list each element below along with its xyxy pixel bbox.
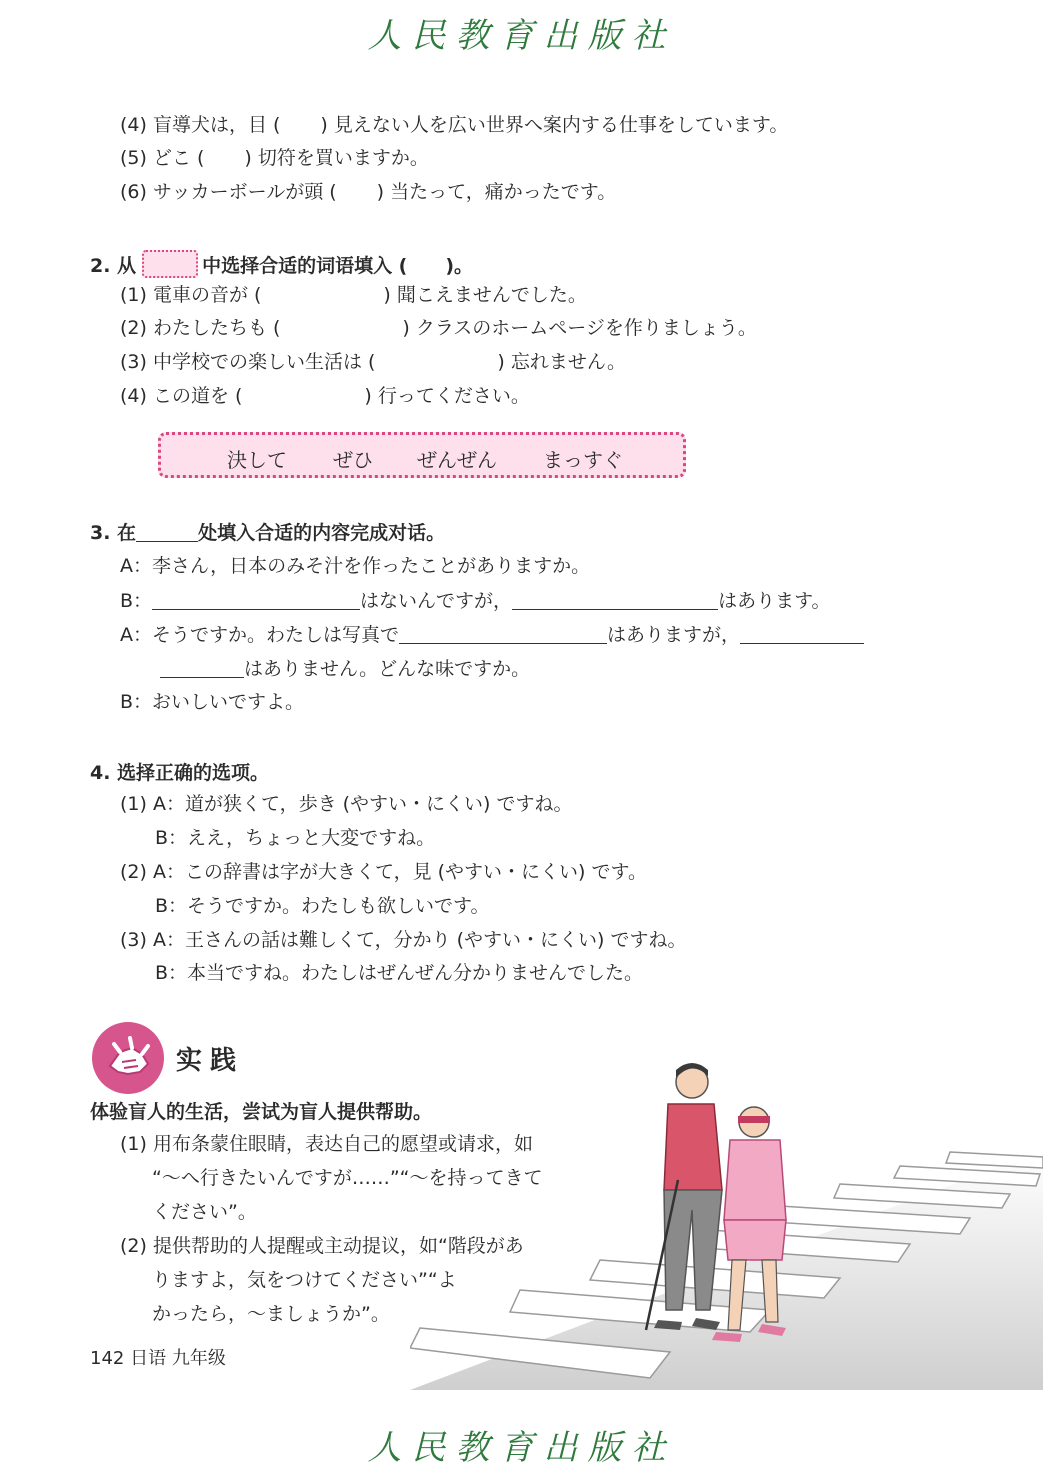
practice-line: “～へ行きたいんですが……”“～を持ってきて	[152, 1167, 543, 1189]
s3-a2-cont-text: はありません。どんな味ですか。	[244, 658, 531, 680]
s3-heading	[90, 518, 445, 545]
s4-line: B：そうですか。わたしも欲しいです。	[155, 895, 490, 917]
s4-line: B：ええ，ちょっと大変ですね。	[155, 827, 436, 849]
s1-line-4	[120, 110, 788, 140]
s2-line-4-post: ) 行ってください。	[364, 385, 530, 407]
s2-line-1	[120, 280, 587, 310]
s3-b2: B：おいしいですよ。	[120, 691, 305, 713]
s1-line-5	[120, 143, 429, 173]
s2-line-4-pre: (4) この道を (	[120, 385, 243, 407]
s1-line-4-post: ) 見えない人を広い世界へ案内する仕事をしています。	[320, 114, 789, 136]
handshake-icon	[92, 1022, 164, 1094]
s3-a2-mid: はありますが，	[607, 624, 741, 646]
s1-line-5-post: ) 切符を買いますか。	[244, 147, 429, 169]
s3-b1-end: はあります。	[718, 590, 831, 612]
guide-person-figure	[646, 1063, 722, 1330]
s4-line: (1) A：道が狭くて，歩き (やすい・にくい) ですね。	[120, 793, 573, 815]
practice-line: (1) 用布条蒙住眼睛，表达自己的愿望或请求，如	[120, 1133, 533, 1155]
s2-line-3	[120, 347, 626, 377]
publisher-footer: 人民教育出版社	[367, 1428, 676, 1468]
word-option: ぜひ	[333, 448, 373, 472]
publisher-header: 人民教育出版社	[367, 16, 676, 56]
s4-line: (3) A：王さんの話は難しくて，分かり (やすい・にくい) ですね。	[120, 929, 687, 951]
practice-line: りますよ，気をつけてください”“よ	[152, 1269, 457, 1291]
practice-intro: 体验盲人的生活，尝试为盲人提供帮助。	[90, 1101, 433, 1123]
s2-line-3-pre: (3) 中学校での楽しい生活は (	[120, 351, 376, 373]
fill-blank	[512, 589, 718, 610]
page-footer	[90, 1344, 226, 1370]
practice-line: ください”。	[152, 1201, 257, 1223]
page-number: 142	[90, 1348, 125, 1369]
practice-line: かったら，～ましょうか”。	[152, 1303, 390, 1325]
s2-line-3-post: ) 忘れません。	[497, 351, 626, 373]
fill-blank	[740, 623, 864, 644]
heading-blank	[136, 521, 198, 542]
s3-b1	[120, 586, 831, 616]
s2-heading-post: 中选择合适的词语填入 ( )。	[202, 255, 474, 277]
s1-line-6-post: ) 当たって，痛かったです。	[376, 181, 617, 203]
fill-blank	[399, 623, 607, 644]
s1-line-5-pre: (5) どこ (	[120, 147, 205, 169]
s2-line-2-pre: (2) わたしたちも (	[120, 317, 281, 339]
word-option: まっすぐ	[543, 448, 623, 472]
s3-heading-pre: 3. 在	[90, 522, 137, 544]
s3-a2	[120, 620, 864, 650]
word-option: 決して	[227, 448, 287, 472]
s1-line-6	[120, 177, 616, 207]
word-choice-box	[158, 432, 686, 478]
word-option: ぜんぜん	[417, 448, 497, 472]
s4-heading: 4. 选择正确的选项。	[90, 762, 270, 784]
book-title: 日语 九年级	[130, 1348, 226, 1369]
s2-line-2	[120, 313, 757, 343]
practice-line: (2) 提供帮助的人提醒或主动提议，如“階段があ	[120, 1235, 524, 1257]
s3-b1-label: B：	[120, 590, 153, 612]
s3-a2-cont	[160, 654, 530, 684]
s2-line-2-post: ) クラスのホームページを作りましょう。	[402, 317, 757, 339]
word-box-marker	[142, 250, 198, 278]
s2-line-4	[120, 381, 530, 411]
s4-line: (2) A：この辞書は字が大きくて，見 (やすい・にくい) です。	[120, 861, 647, 883]
s1-line-4-pre: (4) 盲導犬は，目 (	[120, 114, 281, 136]
s1-line-6-pre: (6) サッカーボールが頭 (	[120, 181, 337, 203]
s3-a2-pre: A：そうですか。わたしは写真で	[120, 624, 399, 646]
s2-line-1-post: ) 聞こえませんでした。	[383, 284, 587, 306]
s2-heading-pre: 2. 从	[90, 255, 137, 277]
crosswalk-illustration	[410, 1060, 1043, 1390]
practice-title: 实践	[176, 1046, 245, 1076]
s3-b1-mid: はないんですが，	[360, 590, 513, 612]
fill-blank	[152, 589, 360, 610]
s2-line-1-pre: (1) 電車の音が (	[120, 284, 262, 306]
fill-blank	[160, 657, 244, 678]
s2-heading	[90, 250, 473, 278]
s4-line: B：本当ですね。わたしはぜんぜん分かりませんでした。	[155, 962, 644, 984]
s3-a1: A：李さん，日本のみそ汁を作ったことがありますか。	[120, 555, 591, 577]
s3-heading-post: 处填入合适的内容完成对话。	[198, 522, 446, 544]
